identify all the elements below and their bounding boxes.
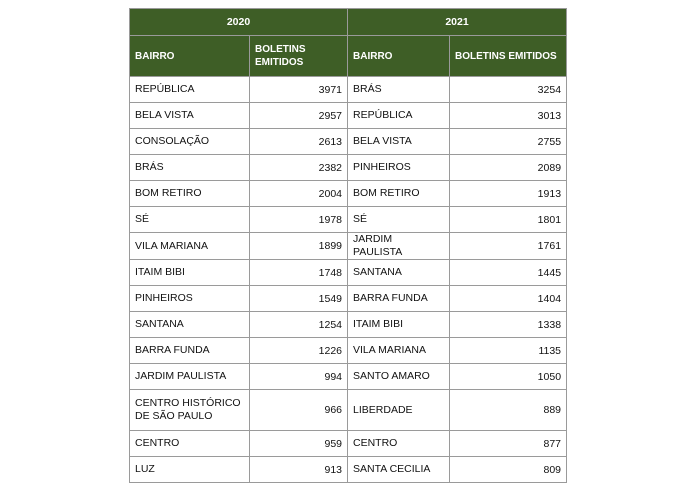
boletins-2021-cell: 1761 [450,233,567,260]
boletins-2021-cell: 2755 [450,129,567,155]
boletins-2021-cell: 3254 [450,77,567,103]
bairro-2021-cell: REPÚBLICA [348,103,450,129]
boletins-2020-cell: 1549 [250,286,348,312]
table-row [130,155,567,181]
bairro-2021-cell: SANTANA [348,260,450,286]
boletins-2020-cell: 913 [250,457,348,483]
bairro-2020-cell: REPÚBLICA [130,77,250,103]
bairro-2021-cell: BARRA FUNDA [348,286,450,312]
boletins-2021-cell: 1801 [450,207,567,233]
table-row [130,233,567,260]
bairro-2020-cell: VILA MARIANA [130,233,250,260]
bairro-2020-cell: CENTRO [130,431,250,457]
boletins-2020-cell: 2382 [250,155,348,181]
boletins-2021-cell: 809 [450,457,567,483]
boletins-2021-cell: 1135 [450,338,567,364]
boletins-table [129,8,567,483]
boletins-2020-cell: 2004 [250,181,348,207]
boletins-2021-cell: 1050 [450,364,567,390]
boletins-2020-cell: 966 [250,390,348,431]
bairro-2020-cell: BARRA FUNDA [130,338,250,364]
boletins-2020-cell: 2957 [250,103,348,129]
boletins-2021-cell: 877 [450,431,567,457]
table-row [130,390,567,431]
bairro-2020-cell: CONSOLAÇÃO [130,129,250,155]
bairro-2021-cell: SANTO AMARO [348,364,450,390]
bairro-2021-cell: BRÁS [348,77,450,103]
boletins-2020-cell: 1748 [250,260,348,286]
bairro-2020-cell: ITAIM BIBI [130,260,250,286]
table-row [130,364,567,390]
table-row [130,431,567,457]
bairro-2020-cell: PINHEIROS [130,286,250,312]
boletins-2021-cell: 1445 [450,260,567,286]
boletins-2021-cell: 3013 [450,103,567,129]
boletins-2021-cell: 1338 [450,312,567,338]
year-header-2020: 2020 [130,9,348,36]
table-row [130,129,567,155]
table-row [130,457,567,483]
bairro-2021-cell: VILA MARIANA [348,338,450,364]
column-header-bairro-2020: BAIRRO [130,36,250,77]
table-body [130,77,567,483]
bairro-2021-cell: CENTRO [348,431,450,457]
bairro-2020-cell: BELA VISTA [130,103,250,129]
bairro-2020-cell: BOM RETIRO [130,181,250,207]
boletins-2021-cell: 2089 [450,155,567,181]
boletins-2021-cell: 1913 [450,181,567,207]
column-header-bairro-2021: BAIRRO [348,36,450,77]
bairro-2021-cell: BOM RETIRO [348,181,450,207]
column-header-boletins-2020: BOLETINS EMITIDOS [250,36,348,77]
boletins-2020-cell: 959 [250,431,348,457]
bairro-2020-cell: SÉ [130,207,250,233]
table-row [130,77,567,103]
bairro-2020-cell: LUZ [130,457,250,483]
boletins-2020-cell: 1978 [250,207,348,233]
bairro-2021-cell: JARDIM PAULISTA [348,233,450,260]
bairro-2021-cell: PINHEIROS [348,155,450,181]
bairro-2020-cell: BRÁS [130,155,250,181]
bairro-2020-cell: JARDIM PAULISTA [130,364,250,390]
year-header-2021: 2021 [348,9,567,36]
table-row [130,181,567,207]
boletins-2020-cell: 1899 [250,233,348,260]
bairro-2021-cell: SANTA CECILIA [348,457,450,483]
boletins-2021-cell: 889 [450,390,567,431]
boletins-2021-cell: 1404 [450,286,567,312]
bairro-2021-cell: BELA VISTA [348,129,450,155]
column-header-boletins-2021: BOLETINS EMITIDOS [450,36,567,77]
bairro-2021-cell: ITAIM BIBI [348,312,450,338]
table-row [130,103,567,129]
table-row [130,338,567,364]
bairro-2020-cell: CENTRO HISTÓRICO DE SÃO PAULO [130,390,250,431]
table-row [130,312,567,338]
boletins-2020-cell: 994 [250,364,348,390]
bairro-2021-cell: LIBERDADE [348,390,450,431]
table-row [130,260,567,286]
bairro-2020-cell: SANTANA [130,312,250,338]
boletins-2020-cell: 2613 [250,129,348,155]
boletins-2020-cell: 1254 [250,312,348,338]
boletins-2020-cell: 1226 [250,338,348,364]
table-row [130,207,567,233]
bairro-2021-cell: SÉ [348,207,450,233]
table-row [130,286,567,312]
boletins-2020-cell: 3971 [250,77,348,103]
